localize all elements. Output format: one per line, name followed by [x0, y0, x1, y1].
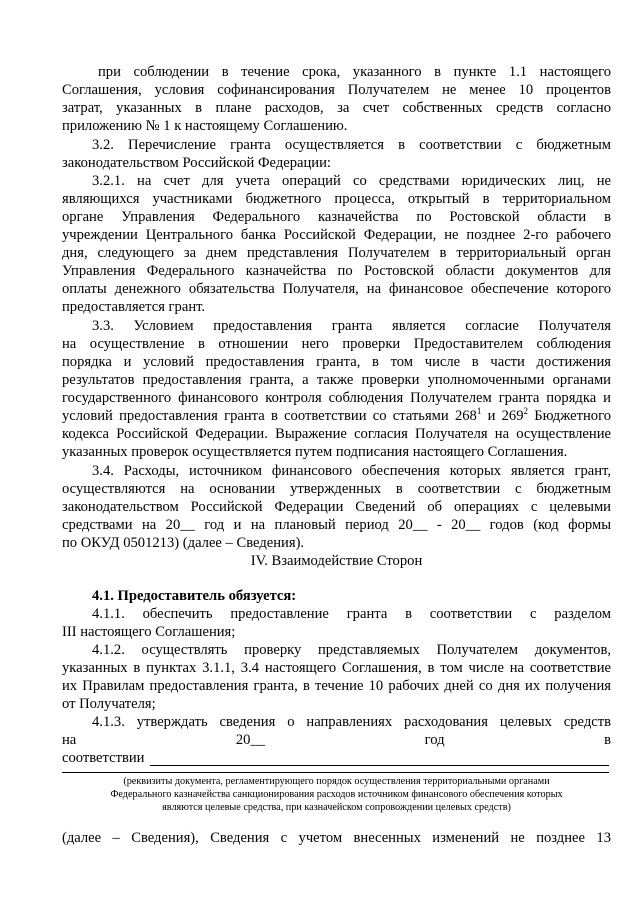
text-line: кодекса Российской Федерации. Выражение согласия Получателя на осуществление: [62, 426, 611, 442]
text-line: 3.2. Перечисление гранта осуществляется в соответствии с бюджетным: [92, 137, 611, 153]
text-line: осуществляются на основании утвержденных в соответствии с бюджетным: [62, 481, 611, 497]
subsection-heading: 4.1. Предоставитель обязуется:: [92, 588, 297, 604]
text-line: дня, следующего за днем представления Получателем в территориальный орган: [62, 245, 611, 261]
text-line: Соглашения, условия софинансирования Получателем не менее 10 процентов: [62, 82, 611, 98]
text-line: оплаты денежного обязательства Получателя, на финансовое обеспечение которого: [62, 281, 611, 297]
text-line: их Правилам предоставления гранта, в течение 10 рабочих дней со дня их получения: [62, 678, 611, 694]
text-line: законодательством Российской Федерации Сведений об операциях с целевыми: [62, 499, 611, 515]
section-heading: IV. Взаимодействие Сторон: [250, 553, 423, 569]
text-line: (далее – Сведения), Сведения с учетом внесенных изменений не позднее 13: [62, 830, 611, 846]
text-line: 4.1.2. осуществлять проверку представляемых Получателем документов,: [92, 642, 611, 658]
text-line: III настоящего Соглашения;: [62, 624, 236, 640]
text-line: органе Управления Федерального казначейства по Ростовской области в: [62, 209, 611, 225]
text-line: результатов предоставления гранта, а также проверки уполномоченными органами: [62, 372, 611, 388]
text-span: Бюджетного: [528, 408, 612, 424]
text-line: порядка и условий предоставления гранта, в том числе в части достижения: [62, 354, 611, 370]
text-line: при соблюдении в течение срока, указанного в пункте 1.1 настоящего: [98, 64, 611, 80]
text-span: и 269: [481, 408, 524, 424]
text-span: условий предоставления гранта в соответствии со статьями 268: [62, 408, 477, 424]
text-line: на осуществление в отношении него проверки Предоставителем соблюдения: [62, 336, 611, 352]
text-line: [62, 731, 611, 749]
text-line: 4.1.3. утверждать сведения о направлениях расходования целевых средств: [92, 714, 611, 730]
text-line: указанных в пунктах 3.1.1, 3.4 настоящего Соглашения, в том числе на соответствие: [62, 660, 611, 676]
text-line: указанных проверок осуществляется путем подписания настоящего Соглашения.: [62, 444, 568, 460]
text-line: учреждении Центрального банка Российской Федерации, не позднее 2-го рабочего: [62, 227, 611, 243]
text-span: год: [424, 732, 445, 748]
text-line: законодательством Российской Федерации:: [62, 155, 331, 171]
text-line: затрат, указанных в плане расходов, за счет собственных средств согласно: [62, 100, 611, 116]
footnote-line: Федерального казначейства санкционирования расходов источником финансового обеспечения которых: [110, 789, 563, 800]
text-line: 4.1.1. обеспечить предоставление гранта в соответствии с разделом: [92, 606, 611, 622]
footnote-rule: [62, 772, 609, 773]
text-line: являющихся участниками бюджетного процесса, открытый в территориальном: [62, 191, 611, 207]
text-line: 3.4. Расходы, источником финансового обеспечения которых является грант,: [92, 463, 611, 479]
text-span: 20__: [235, 732, 266, 748]
footnote-line: (реквизиты документа, регламентирующего порядок осуществления территориальными органами: [123, 776, 550, 787]
text-line: государственного финансового контроля соблюдения Получателем гранта порядка и: [62, 390, 611, 406]
text-span: на: [62, 732, 77, 748]
text-line: от Получателя;: [62, 696, 156, 712]
text-line: приложению № 1 к настоящему Соглашению.: [62, 118, 348, 134]
text-span: соответствии: [62, 750, 145, 766]
text-line: по ОКУД 0501213) (далее – Сведения).: [62, 535, 305, 551]
text-line: 3.2.1. на счет для учета операций со средствами юридических лиц, не: [92, 173, 611, 189]
text-line: [62, 407, 611, 425]
text-line: предоставляется грант.: [62, 299, 206, 315]
footnote-line: являются целевые средства, при казначейском сопровождении целевых средств): [162, 802, 511, 813]
superscript: 1: [476, 406, 482, 417]
text-line: 3.3. Условием предоставления гранта является согласие Получателя: [92, 318, 611, 334]
text-line: Управления Федерального казначейства по Ростовской области документов для: [62, 263, 611, 279]
text-line: средствами на 20__ год и на плановый период 20__ - 20__ годов (код формы: [62, 517, 611, 533]
superscript: 2: [523, 406, 529, 417]
text-span: в: [604, 732, 612, 748]
fill-in-line: [150, 765, 609, 766]
